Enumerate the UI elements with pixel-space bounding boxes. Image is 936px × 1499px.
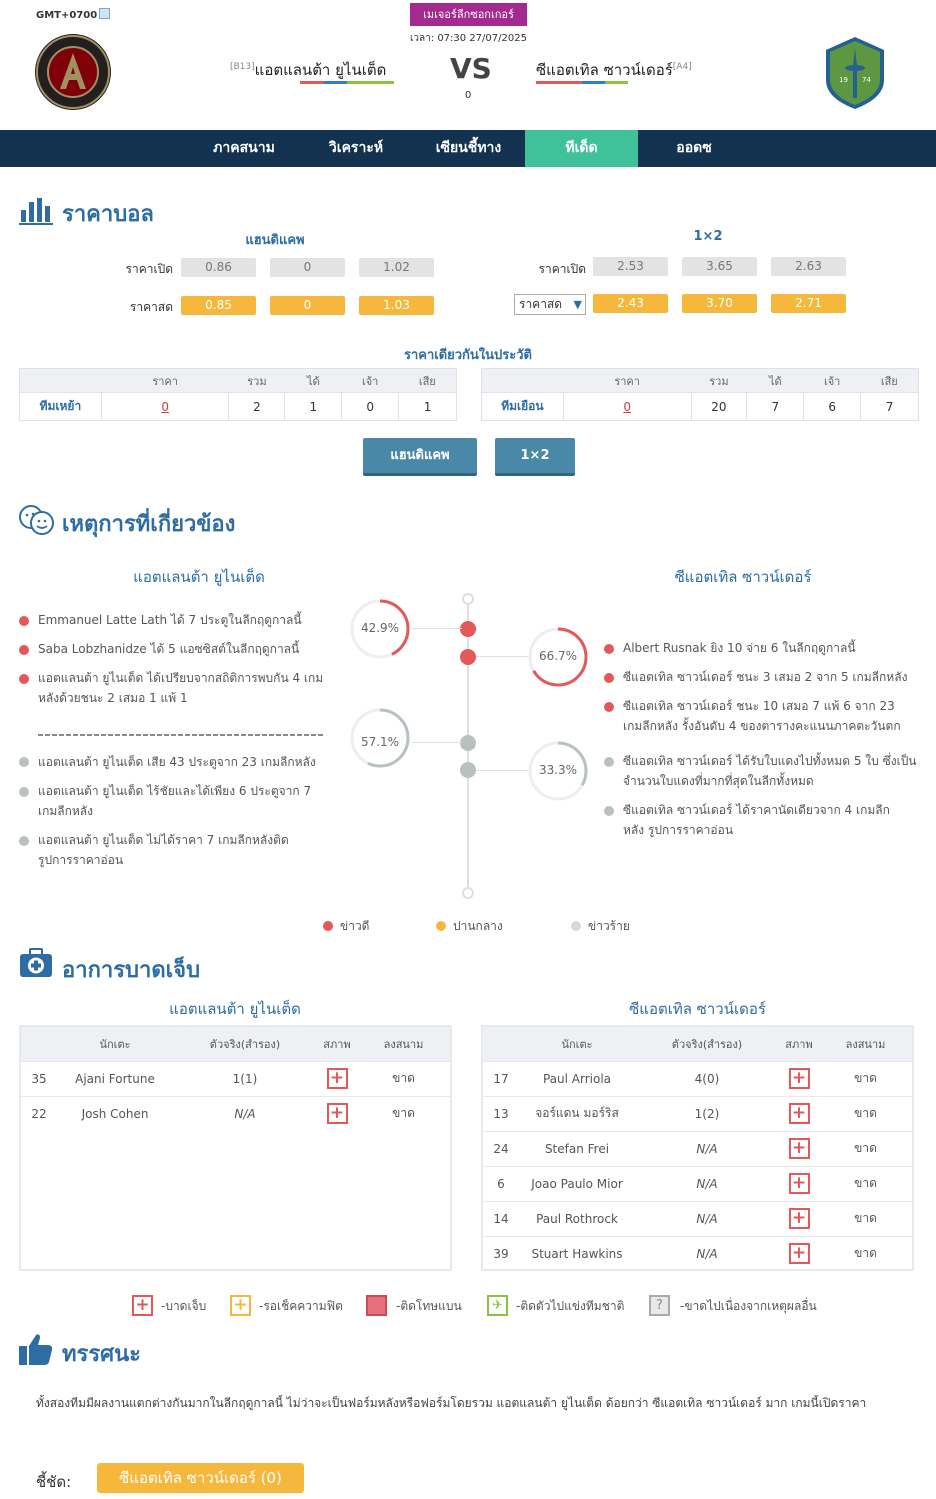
timeline-node-grey	[460, 735, 476, 751]
inj-header-play: ลงสนาม	[819, 1027, 912, 1061]
history-away-lose: 7	[861, 393, 919, 421]
player-name[interactable]: Stefan Frei	[519, 1131, 635, 1166]
tab-field[interactable]: ภาคสนาม	[213, 140, 275, 156]
faces-icon	[18, 504, 54, 536]
player-number: 39	[483, 1236, 519, 1271]
onextwo-open-away[interactable]: 2.63	[771, 257, 846, 276]
injured-legend-icon: +	[132, 1295, 153, 1316]
away-good-event: Albert Rusnak ยิง 10 จ่าย 6 ในลีกฤดูกาลนี้	[623, 641, 856, 655]
history-table-home	[19, 368, 457, 421]
fitness-legend-label: -รอเช็คความฟิต	[259, 1299, 343, 1313]
logo-year-left: 19	[839, 76, 848, 84]
onextwo-title: 1×2	[693, 229, 723, 244]
onextwo-open-home[interactable]: 2.53	[593, 257, 668, 276]
player-apps: N/A	[635, 1131, 779, 1166]
timeline-end-node	[462, 887, 474, 899]
legend-bad-dot	[571, 921, 581, 931]
player-name[interactable]: Stuart Hawkins	[519, 1236, 635, 1271]
bad-news-dot	[604, 757, 614, 767]
home-good-pct: 42.9%	[360, 621, 400, 635]
inj-header-status: สภาพ	[779, 1027, 819, 1061]
good-news-dot	[604, 702, 614, 712]
home-bad-event: แอตแลนต้า ยูไนเต็ด ไม่ได้ราคา 7 เกมลีกหลังติด รูปการราคาอ่อน	[38, 833, 289, 867]
history-title: ราคาเดียวกันในประวัติ	[403, 348, 533, 363]
history-header-win: ได้	[285, 369, 342, 393]
history-header-price: ราคา	[101, 369, 229, 393]
table-row	[21, 1096, 450, 1131]
handicap-live-away[interactable]: 1.03	[359, 296, 434, 315]
verdict-text: ทั้งสองทีมมีผลงานแตกต่างกันมากในลีกฤดูกาลนี้ ไม่ว่าจะเป็นฟอร์มหลังหรือฟอร์มโดยรวม แอตแลนต้า ยูไนเต็ด ด้อยกว่า ซีแอตเทิล ซาวน์เดอร์ มาก เกมนี้เปิดราคา	[36, 1396, 867, 1410]
timeline-node-red	[460, 621, 476, 637]
other-reason-legend-label: -ขาดไปเนื่องจากเหตุผลอื่น	[680, 1299, 817, 1313]
table-row	[483, 1061, 912, 1096]
history-home-total: 2	[229, 393, 285, 421]
injury-status	[779, 1201, 819, 1236]
table-row	[483, 1131, 912, 1166]
clipped-event-edge	[38, 734, 324, 738]
legend-neutral-label: ปานกลาง	[453, 919, 503, 933]
table-row	[483, 1201, 912, 1236]
handicap-open-label: ราคาเปิด	[125, 262, 173, 276]
chevron-down-icon: ▼	[573, 298, 582, 311]
inj-header-status: สภาพ	[317, 1027, 357, 1061]
home-bad-event: แอตแลนต้า ยูไนเต็ด ไร้ชัยและได้เพียง 6 ประตูจาก 7 เกมลีกหลัง	[38, 784, 312, 818]
injured-icon: +	[789, 1173, 810, 1194]
inj-header-apps: ตัวจริง(สำรอง)	[173, 1027, 317, 1061]
question-icon: ?	[649, 1295, 670, 1316]
handicap-open-away[interactable]: 1.02	[359, 258, 434, 277]
player-number: 17	[483, 1061, 519, 1096]
league-badge[interactable]: เมเจอร์ลีกซอกเกอร์	[410, 3, 527, 26]
home-good-event: Saba Lobzhanidze ได้ 5 แอซซิสต์ในลีกฤดูกาลนี้	[38, 642, 300, 656]
player-name[interactable]: Paul Rothrock	[519, 1201, 635, 1236]
injury-status	[779, 1166, 819, 1201]
suspended-legend-label: -ติดโทษแบน	[396, 1299, 462, 1313]
history-table-away	[481, 368, 919, 421]
player-apps: N/A	[173, 1096, 317, 1131]
injured-icon: +	[327, 1068, 348, 1089]
onextwo-live-away[interactable]: 2.71	[771, 294, 846, 313]
onextwo-live-home[interactable]: 2.43	[593, 294, 668, 313]
player-number: 13	[483, 1096, 519, 1131]
player-availability: ขาด	[819, 1096, 912, 1131]
airplane-icon: ✈	[487, 1295, 508, 1316]
home-form-bar	[300, 81, 394, 84]
connector-line	[412, 628, 462, 629]
handicap-title: แฮนดิแคพ	[245, 233, 305, 248]
tab-odds[interactable]: ออดซ	[676, 140, 712, 156]
history-header-win: ได้	[747, 369, 804, 393]
onextwo-open-label: ราคาเปิด	[538, 262, 586, 276]
thumbs-up-icon	[18, 1332, 54, 1366]
vs-label: VS	[450, 52, 492, 85]
connector-line	[476, 656, 528, 657]
player-number: 22	[21, 1096, 57, 1131]
history-home-win: 1	[285, 393, 342, 421]
injured-icon: +	[789, 1138, 810, 1159]
injury-status	[779, 1131, 819, 1166]
player-number: 35	[21, 1061, 57, 1096]
away-bad-pct: 33.3%	[538, 763, 578, 777]
history-header-team	[482, 369, 564, 393]
history-header-draw: เจ้า	[804, 369, 861, 393]
good-news-dot	[19, 674, 29, 684]
legend-neutral-dot	[436, 921, 446, 931]
player-number: 24	[483, 1131, 519, 1166]
history-away-total: 20	[691, 393, 747, 421]
injury-status	[779, 1236, 819, 1271]
tab-expert[interactable]: เซียนชี้ทาง	[435, 140, 502, 156]
handicap-live-line[interactable]: 0	[270, 296, 345, 315]
history-away-price-link[interactable]: 0	[623, 399, 631, 414]
injuries-home-team: แอตแลนต้า ยูไนเต็ด	[169, 1000, 301, 1018]
history-away-win: 7	[747, 393, 804, 421]
bad-news-dot	[604, 806, 614, 816]
table-row	[482, 393, 919, 421]
history-away-team[interactable]: ทีมเยือน	[482, 393, 564, 421]
away-good-event: ซีแอตเทิล ซาวน์เดอร์ ชนะ 10 เสมอ 7 แพ้ 6 จาก 23 เกมลีกหลัง รั้งอันดับ 4 ของตารางคะแนนภาคตะวันตก	[623, 699, 901, 733]
player-availability: ขาด	[819, 1236, 912, 1271]
tab-analysis[interactable]: วิเคราะห์	[328, 140, 384, 156]
injuries-home-table	[19, 1025, 452, 1271]
table-row	[20, 393, 457, 421]
timeline-start-node	[462, 593, 474, 605]
bad-news-dot	[19, 787, 29, 797]
home-good-event: แอตแลนต้า ยูไนเต็ด ได้เปรียบจากสถิติการพบกัน 4 เกม หลังด้วยชนะ 2 เสมอ 1 แพ้ 1	[38, 671, 324, 705]
table-row	[483, 1096, 912, 1131]
suspended-icon	[366, 1295, 387, 1316]
injuries-away-table	[481, 1025, 914, 1271]
away-good-pct: 66.7%	[538, 649, 578, 663]
table-row	[483, 1236, 912, 1271]
main-nav	[0, 130, 936, 167]
logo-year-right: 74	[862, 76, 871, 84]
player-availability: ขาด	[819, 1166, 912, 1201]
legend-bad-label: ข่าวร้าย	[588, 919, 630, 933]
history-header-price: ราคา	[563, 369, 691, 393]
player-apps: 1(2)	[635, 1096, 779, 1131]
player-name[interactable]: Joao Paulo Mior	[519, 1166, 635, 1201]
kickoff-time: เวลา: 07:30 27/07/2025	[410, 33, 527, 44]
injured-legend-label: -บาดเจ็บ	[161, 1299, 207, 1313]
good-news-dot	[604, 644, 614, 654]
player-name[interactable]: Ajani Fortune	[57, 1061, 173, 1096]
history-header-lose: เสีย	[861, 369, 919, 393]
onextwo-button[interactable]: 1×2	[495, 438, 575, 476]
odds-type-select[interactable]	[514, 294, 586, 315]
player-availability: ขาด	[819, 1131, 912, 1166]
connector-line	[476, 770, 528, 771]
player-apps: 4(0)	[635, 1061, 779, 1096]
timeline-node-red	[460, 649, 476, 665]
injuries-away-team: ซีแอตเทิล ซาวน์เดอร์	[629, 1000, 766, 1018]
away-form-bar	[536, 81, 628, 84]
handicap-button[interactable]: แฮนดิแคพ	[363, 438, 477, 476]
handicap-live-home[interactable]: 0.85	[181, 296, 256, 315]
timeline-node-grey	[460, 762, 476, 778]
history-header-team	[20, 369, 102, 393]
player-number: 14	[483, 1201, 519, 1236]
away-team-logo[interactable]	[824, 36, 886, 110]
injury-status	[317, 1096, 357, 1131]
player-name[interactable]: Paul Arriola	[519, 1061, 635, 1096]
inj-header-play: ลงสนาม	[357, 1027, 450, 1061]
injury-status	[317, 1061, 357, 1096]
legend-good-label: ข่าวดี	[340, 919, 370, 933]
player-availability: ขาด	[819, 1061, 912, 1096]
onextwo-open-draw[interactable]: 3.65	[682, 257, 757, 276]
history-away-price[interactable]	[563, 393, 691, 421]
bad-news-dot	[19, 836, 29, 846]
legend-good-dot	[323, 921, 333, 931]
away-bad-event: ซีแอตเทิล ซาวน์เดอร์ ได้รับใบแดงไปทั้งหมด 5 ใบ ซึ่งเป็นจำนวนใบแดงที่มากที่สุดในลีกทั้งหมด	[623, 754, 917, 788]
injured-icon: +	[327, 1103, 348, 1124]
home-good-event: Emmanuel Latte Lath ได้ 7 ประตูในลีกฤดูกาลนี้	[38, 613, 302, 627]
events-away-team: ซีแอตเทิล ซาวน์เดอร์	[674, 568, 812, 586]
handicap-live-label: ราคาสด	[129, 300, 173, 314]
player-apps: 1(1)	[173, 1061, 317, 1096]
tab-tips[interactable]: ทีเด็ด	[525, 130, 638, 167]
national-team-legend-label: -ติดตัวไปแข่งทีมชาติ	[516, 1299, 625, 1313]
injured-icon: +	[789, 1243, 810, 1264]
away-bad-event: ซีแอตเทิล ซาวน์เดอร์ ได้ราคานัดเดียวจาก 4 เกมลีกหลัง รูปการราคาอ่อน	[623, 803, 890, 837]
match-score: 0	[465, 90, 472, 101]
bad-news-dot	[19, 757, 29, 767]
history-header-total: รวม	[229, 369, 285, 393]
medical-kit-icon	[19, 948, 53, 978]
odds-type-select-value: ราคาสด	[519, 297, 563, 311]
injury-status	[779, 1096, 819, 1131]
pick-label: ชี้ชัด:	[36, 1473, 72, 1491]
home-team-logo[interactable]	[34, 33, 112, 111]
good-news-dot	[19, 645, 29, 655]
away-good-event: ซีแอตเทิล ซาวน์เดอร์ ชนะ 3 เสมอ 2 จาก 5 เกมลีกหลัง	[623, 670, 908, 684]
history-home-price[interactable]	[101, 393, 229, 421]
events-home-team: แอตแลนต้า ยูไนเต็ด	[133, 568, 265, 586]
inj-header-apps: ตัวจริง(สำรอง)	[635, 1027, 779, 1061]
verdict-section-title: ทรรศนะ	[62, 1342, 141, 1367]
history-header-total: รวม	[691, 369, 747, 393]
injury-status	[779, 1061, 819, 1096]
table-row	[483, 1166, 912, 1201]
player-availability: ขาด	[357, 1061, 450, 1096]
odds-section-title: ราคาบอล	[62, 202, 154, 227]
history-home-team[interactable]: ทีมเหย้า	[20, 393, 102, 421]
history-away-draw: 6	[804, 393, 861, 421]
player-name[interactable]: จอร์แดน มอร์ริส	[519, 1096, 635, 1131]
odds-chart-icon	[19, 196, 53, 226]
good-news-dot	[19, 616, 29, 626]
home-team-name[interactable]: [B13]แอตแลนต้า ยูไนเต็ด	[230, 61, 387, 79]
good-news-dot	[604, 673, 614, 683]
history-header-lose: เสีย	[399, 369, 457, 393]
player-name[interactable]: Josh Cohen	[57, 1096, 173, 1131]
events-section-title: เหตุการที่เกี่ยวข้อง	[62, 512, 236, 537]
inj-header-player: นักเตะ	[519, 1027, 635, 1061]
player-apps: N/A	[635, 1236, 779, 1271]
player-availability: ขาด	[357, 1096, 450, 1131]
inj-header-player: นักเตะ	[57, 1027, 173, 1061]
timezone-label[interactable]: GMT+0700	[36, 8, 110, 21]
injured-icon: +	[789, 1103, 810, 1124]
injured-icon: +	[789, 1068, 810, 1089]
player-apps: N/A	[635, 1201, 779, 1236]
injuries-section-title: อาการบาดเจ็บ	[62, 958, 201, 983]
home-bad-pct: 57.1%	[360, 735, 400, 749]
table-row	[21, 1061, 450, 1096]
handicap-open-home[interactable]: 0.86	[181, 258, 256, 277]
away-team-name[interactable]: ซีแอตเทิล ซาวน์เดอร์[A4]	[536, 61, 692, 79]
history-home-draw: 0	[342, 393, 399, 421]
player-number: 6	[483, 1166, 519, 1201]
fitness-test-icon: +	[230, 1295, 251, 1316]
handicap-open-line[interactable]: 0	[270, 258, 345, 277]
connector-line	[412, 742, 462, 743]
history-home-lose: 1	[399, 393, 457, 421]
pick-button[interactable]: ซีแอตเทิล ซาวน์เดอร์ (0)	[97, 1463, 304, 1493]
player-apps: N/A	[635, 1166, 779, 1201]
history-home-price-link[interactable]: 0	[161, 399, 169, 414]
player-availability: ขาด	[819, 1201, 912, 1236]
home-bad-event: แอตแลนต้า ยูไนเต็ด เสีย 43 ประตูจาก 23 เกมลีกหลัง	[38, 755, 316, 769]
timezone-dropdown-icon[interactable]	[99, 8, 110, 19]
injured-icon: +	[789, 1208, 810, 1229]
onextwo-live-draw[interactable]: 3.70	[682, 294, 757, 313]
history-header-draw: เจ้า	[342, 369, 399, 393]
